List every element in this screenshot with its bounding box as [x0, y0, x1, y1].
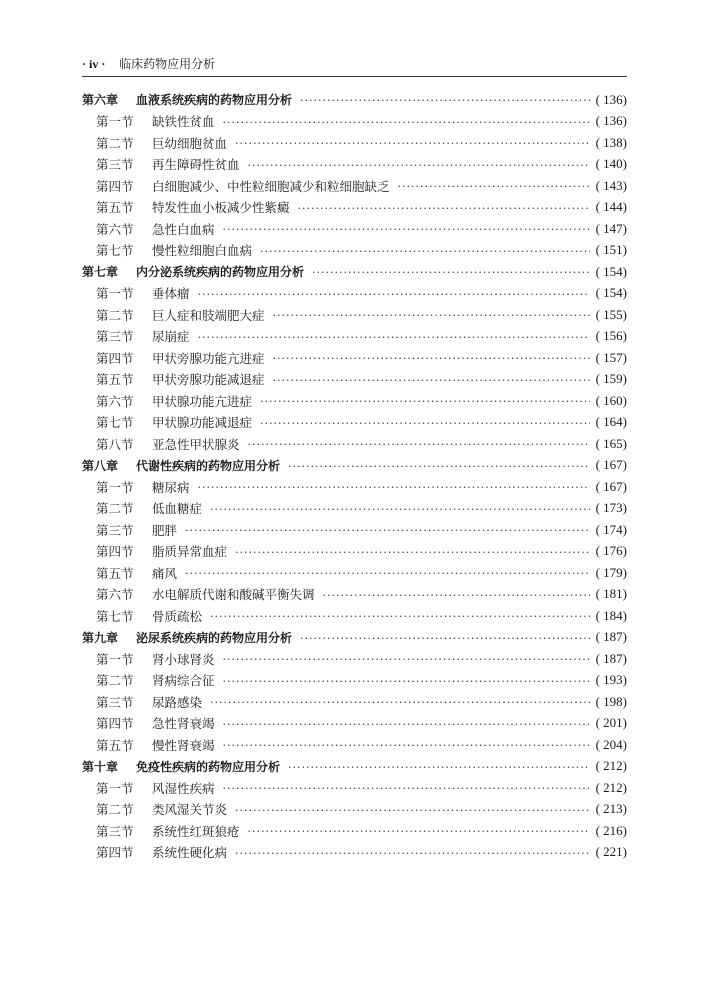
chapter-title: 代谢性疾病的药物应用分析	[136, 458, 281, 473]
section-title: 肾病综合征	[152, 673, 215, 689]
section-label: 第二节	[96, 802, 134, 818]
chapter-title: 内分泌系统疾病的药物应用分析	[136, 265, 305, 280]
dot-leader	[223, 117, 590, 128]
page-number: · iv ·	[82, 57, 106, 71]
section-title: 尿崩症	[152, 329, 190, 345]
toc-section-row[interactable]	[82, 498, 627, 520]
chapter-label: 第八章	[82, 458, 119, 473]
toc-section-row[interactable]	[82, 605, 627, 627]
section-label: 第七节	[96, 243, 134, 259]
section-title: 甲状腺功能亢进症	[152, 393, 253, 409]
section-title: 缺铁性贫血	[152, 114, 215, 130]
page-reference: ( 159)	[595, 371, 627, 387]
page-reference: ( 174)	[595, 521, 627, 537]
dot-leader	[288, 461, 590, 472]
dot-leader	[210, 504, 590, 515]
page-reference: ( 147)	[595, 220, 627, 236]
page-reference: ( 176)	[595, 543, 627, 559]
section-title: 巨人症和肢端肥大症	[152, 307, 265, 323]
section-label: 第四节	[96, 845, 134, 861]
toc-chapter-row[interactable]	[82, 261, 627, 283]
section-title: 低血糖症	[152, 501, 203, 517]
toc-section-row[interactable]	[82, 154, 627, 176]
page-reference: ( 187)	[595, 650, 627, 666]
chapter-label: 第九章	[82, 630, 119, 645]
dot-leader	[248, 439, 590, 450]
toc-section-row[interactable]	[82, 218, 627, 240]
section-label: 第二节	[96, 501, 134, 517]
dot-leader	[260, 418, 590, 429]
page-reference: ( 154)	[595, 263, 627, 279]
section-title: 甲状旁腺功能亢进症	[152, 350, 265, 366]
section-title: 白细胞减少、中性粒细胞减少和粒细胞缺乏	[152, 178, 390, 194]
section-title: 骨质疏松	[152, 608, 203, 624]
toc-section-row[interactable]	[82, 842, 627, 864]
dot-leader	[312, 267, 590, 278]
dot-leader	[198, 289, 590, 300]
dot-leader	[198, 332, 590, 343]
page-reference: ( 187)	[595, 629, 627, 645]
section-label: 第五节	[96, 737, 134, 753]
section-title: 风湿性疾病	[152, 780, 215, 796]
toc-section-row[interactable]	[82, 132, 627, 154]
page-reference: ( 212)	[595, 779, 627, 795]
section-label: 第七节	[96, 608, 134, 624]
toc-section-row[interactable]	[82, 347, 627, 369]
toc-section-row[interactable]	[82, 713, 627, 735]
section-label: 第一节	[96, 286, 134, 302]
toc-section-row[interactable]	[82, 734, 627, 756]
section-label: 第二节	[96, 135, 134, 151]
section-label: 第一节	[96, 780, 134, 796]
section-label: 第三节	[96, 329, 134, 345]
toc-section-row[interactable]	[82, 197, 627, 219]
section-label: 第七节	[96, 415, 134, 431]
dot-leader	[273, 310, 590, 321]
page-reference: ( 165)	[595, 435, 627, 451]
dot-leader	[185, 568, 590, 579]
toc-section-row[interactable]	[82, 562, 627, 584]
dot-leader	[210, 697, 590, 708]
dot-leader	[235, 138, 590, 149]
page-reference: ( 221)	[595, 844, 627, 860]
dot-leader	[398, 181, 590, 192]
page-reference: ( 167)	[595, 457, 627, 473]
section-label: 第六节	[96, 221, 134, 237]
dot-leader	[235, 547, 590, 558]
page-reference: ( 179)	[595, 564, 627, 580]
toc-section-row[interactable]	[82, 304, 627, 326]
section-label: 第四节	[96, 716, 134, 732]
dot-leader	[248, 826, 590, 837]
section-title: 甲状腺功能减退症	[152, 415, 253, 431]
page-reference: ( 164)	[595, 414, 627, 430]
section-label: 第一节	[96, 114, 134, 130]
chapter-title: 血液系统疾病的药物应用分析	[136, 93, 293, 108]
section-title: 系统性硬化病	[152, 845, 228, 861]
page-reference: ( 198)	[595, 693, 627, 709]
page-reference: ( 212)	[595, 758, 627, 774]
section-title: 尿路感染	[152, 694, 203, 710]
section-label: 第四节	[96, 544, 134, 560]
toc-section-row[interactable]	[82, 412, 627, 434]
page-reference: ( 193)	[595, 672, 627, 688]
page-reference: ( 144)	[595, 199, 627, 215]
section-label: 第五节	[96, 565, 134, 581]
dot-leader	[273, 353, 590, 364]
dot-leader	[260, 246, 590, 257]
toc-section-row[interactable]	[82, 175, 627, 197]
page-reference: ( 216)	[595, 822, 627, 838]
page-reference: ( 136)	[595, 113, 627, 129]
dot-leader	[300, 633, 590, 644]
page-reference: ( 154)	[595, 285, 627, 301]
page-reference: ( 181)	[595, 586, 627, 602]
toc-section-row[interactable]	[82, 369, 627, 391]
toc-section-row[interactable]	[82, 541, 627, 563]
toc-section-row[interactable]	[82, 326, 627, 348]
section-title: 慢性粒细胞白血病	[152, 243, 253, 259]
page-reference: ( 160)	[595, 392, 627, 408]
dot-leader	[288, 762, 590, 773]
dot-leader	[185, 525, 590, 536]
section-label: 第三节	[96, 694, 134, 710]
section-title: 特发性血小板减少性紫癜	[152, 200, 290, 216]
page-reference: ( 151)	[595, 242, 627, 258]
toc-section-row[interactable]	[82, 799, 627, 821]
toc-section-row[interactable]	[82, 433, 627, 455]
dot-leader	[210, 611, 590, 622]
page-reference: ( 155)	[595, 306, 627, 322]
section-title: 慢性肾衰竭	[152, 737, 215, 753]
toc-section-row[interactable]	[82, 777, 627, 799]
toc-section-row[interactable]	[82, 584, 627, 606]
dot-leader	[223, 740, 590, 751]
dot-leader	[223, 783, 590, 794]
section-title: 急性肾衰竭	[152, 716, 215, 732]
section-title: 糖尿病	[152, 479, 190, 495]
toc-section-row[interactable]	[82, 670, 627, 692]
toc-chapter-row[interactable]	[82, 756, 627, 778]
section-label: 第六节	[96, 393, 134, 409]
toc-section-row[interactable]	[82, 691, 627, 713]
section-label: 第二节	[96, 307, 134, 323]
toc-section-row[interactable]	[82, 283, 627, 305]
dot-leader	[298, 203, 590, 214]
dot-leader	[248, 160, 590, 171]
toc-section-row[interactable]	[82, 240, 627, 262]
section-label: 第六节	[96, 587, 134, 603]
section-label: 第三节	[96, 522, 134, 538]
section-title: 甲状旁腺功能减退症	[152, 372, 265, 388]
section-label: 第五节	[96, 200, 134, 216]
section-label: 第四节	[96, 178, 134, 194]
toc-section-row[interactable]	[82, 519, 627, 541]
page-reference: ( 140)	[595, 156, 627, 172]
section-label: 第一节	[96, 479, 134, 495]
page-reference: ( 201)	[595, 715, 627, 731]
dot-leader	[260, 396, 590, 407]
dot-leader	[273, 375, 590, 386]
section-title: 再生障碍性贫血	[152, 157, 240, 173]
dot-leader	[223, 676, 590, 687]
toc-chapter-row[interactable]	[82, 627, 627, 649]
chapter-title: 免疫性疾病的药物应用分析	[136, 759, 281, 774]
chapter-label: 第十章	[82, 759, 119, 774]
section-title: 垂体瘤	[152, 286, 190, 302]
section-title: 巨幼细胞贫血	[152, 135, 228, 151]
section-title: 肥胖	[152, 522, 178, 538]
dot-leader	[198, 482, 590, 493]
section-label: 第八节	[96, 436, 134, 452]
book-title: 临床药物应用分析	[119, 57, 216, 71]
page-reference: ( 138)	[595, 134, 627, 150]
toc-chapter-row[interactable]	[82, 455, 627, 477]
section-title: 肾小球肾炎	[152, 651, 215, 667]
section-title: 脂质异常血症	[152, 544, 228, 560]
dot-leader	[223, 719, 590, 730]
section-label: 第三节	[96, 157, 134, 173]
page-reference: ( 167)	[595, 478, 627, 494]
header-divider	[82, 76, 627, 77]
dot-leader	[223, 224, 590, 235]
dot-leader	[323, 590, 590, 601]
page-reference: ( 156)	[595, 328, 627, 344]
section-title: 系统性红斑狼疮	[152, 823, 240, 839]
section-label: 第四节	[96, 350, 134, 366]
section-title: 亚急性甲状腺炎	[152, 436, 240, 452]
toc-section-row[interactable]	[82, 476, 627, 498]
page-reference: ( 136)	[595, 91, 627, 107]
toc-section-row[interactable]	[82, 820, 627, 842]
page-reference: ( 173)	[595, 500, 627, 516]
section-title: 痛风	[152, 565, 178, 581]
toc-section-row[interactable]	[82, 648, 627, 670]
toc-chapter-row[interactable]	[82, 89, 627, 111]
page-header	[82, 54, 627, 74]
page-reference: ( 213)	[595, 801, 627, 817]
dot-leader	[235, 848, 590, 859]
page-reference: ( 184)	[595, 607, 627, 623]
dot-leader	[223, 654, 590, 665]
section-label: 第三节	[96, 823, 134, 839]
section-title: 类风湿关节炎	[152, 802, 228, 818]
section-title: 水电解质代谢和酸碱平衡失调	[152, 587, 315, 603]
toc-section-row[interactable]	[82, 111, 627, 133]
section-label: 第一节	[96, 651, 134, 667]
dot-leader	[300, 95, 590, 106]
toc-section-row[interactable]	[82, 390, 627, 412]
dot-leader	[235, 805, 590, 816]
page-reference: ( 204)	[595, 736, 627, 752]
section-label: 第五节	[96, 372, 134, 388]
table-of-contents	[82, 89, 627, 863]
page-reference: ( 143)	[595, 177, 627, 193]
section-title: 急性白血病	[152, 221, 215, 237]
chapter-label: 第七章	[82, 265, 119, 280]
chapter-label: 第六章	[82, 93, 119, 108]
section-label: 第二节	[96, 673, 134, 689]
chapter-title: 泌尿系统疾病的药物应用分析	[136, 630, 293, 645]
page-reference: ( 157)	[595, 349, 627, 365]
